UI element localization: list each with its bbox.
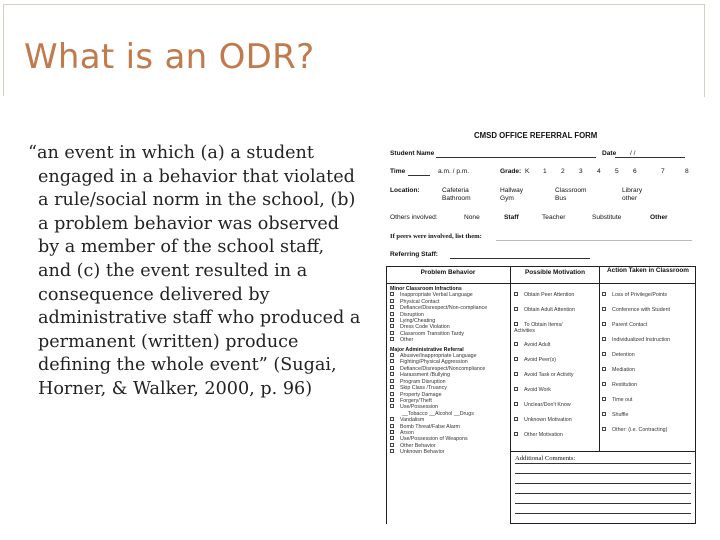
major-item: Defiance/Disrespect/Noncompliance <box>400 365 486 372</box>
minor-item: Dress Code Violation <box>400 324 450 331</box>
major-item: Skip Class /Truancy <box>400 385 447 392</box>
referral-table <box>386 266 696 524</box>
peers-line <box>496 240 692 241</box>
grade-k: K <box>525 168 530 175</box>
major-item: __Tobacco __Alcohol __Drugs <box>402 410 474 417</box>
form-title: CMSD OFFICE REFERRAL FORM <box>474 131 598 140</box>
date-line <box>615 157 685 158</box>
location-cafeteria: Cafeteria <box>442 187 469 194</box>
major-item: Use/Possession <box>400 404 438 411</box>
date-label: Date <box>602 150 617 157</box>
major-heading: Major Administrative Referral <box>390 346 464 353</box>
motivation-item: Avoid Adult <box>524 342 551 348</box>
grade-4: 4 <box>597 168 601 175</box>
student-name-line <box>436 157 596 158</box>
action-item: Conference with Student <box>612 307 671 313</box>
grade-8: 8 <box>685 168 689 175</box>
major-item: Use/Possession of Weapons <box>400 436 468 443</box>
major-item: Other Behavior <box>400 442 436 449</box>
grade-3: 3 <box>579 168 583 175</box>
minor-item: Other <box>400 337 414 344</box>
motivation-item: Obtain Adult Attention <box>524 307 575 313</box>
motivation-item: To Obtain Items/ Activities <box>514 322 563 334</box>
peers-label: If peers were involved, list them: <box>390 233 482 240</box>
comments-label: Additional Comments: <box>515 455 576 462</box>
others-none: None <box>464 214 480 221</box>
major-item: Vandalism <box>400 417 425 424</box>
action-item: Detention <box>612 352 635 358</box>
motivation-item: Obtain Peer Attention <box>524 292 575 298</box>
minor-item: Inappropriate Verbal Language <box>400 292 473 299</box>
location-gym: Gym <box>500 195 514 202</box>
others-other: Other <box>650 214 668 221</box>
others-substitute: Substitute <box>592 214 622 221</box>
motivation-item: Avoid Peer(s) <box>524 357 556 363</box>
location-classroom: Classroom <box>555 187 587 194</box>
location-library: Library <box>622 187 643 194</box>
office-referral-form-image <box>384 128 696 524</box>
col-possible-motivation: Possible Motivation <box>524 269 585 276</box>
motivation-item: Avoid Task or Activity <box>524 372 574 378</box>
motivation-item: Unclear/Don't Know <box>524 402 571 408</box>
col-action-taken: Action Taken in Classroom <box>607 267 689 274</box>
action-item: Time out <box>612 397 633 403</box>
grade-1: 1 <box>543 168 547 175</box>
grade-label: Grade: <box>500 168 522 175</box>
action-item: Other: (i.e. Contracting) <box>612 427 668 433</box>
minor-item: Lying/Cheating <box>400 318 436 325</box>
grade-6: 6 <box>633 168 637 175</box>
major-item: Arson <box>400 429 414 436</box>
odr-definition-quote: “an event in which (a) a student engaged in a behavior that violated a rule/social norm in the school, (b) a problem behavior was observed by a member of the school staff, and (c) the event resulted in a consequence delivered by administrative staff who produced a permanent (written) produce defining the whole event” (Sugai, Horner, & Walker, 2000, p. 96) <box>28 143 361 399</box>
action-item: Parent Contact <box>612 322 648 328</box>
major-item: Property Damage <box>400 391 442 398</box>
action-item: Individualized Instruction <box>612 337 671 343</box>
behavior-list <box>390 286 508 456</box>
action-item: Mediation <box>612 367 635 373</box>
minor-heading: Minor Classroom Infractions <box>390 286 462 292</box>
date-slashes: / / <box>630 150 636 157</box>
major-item: Abusive/Inappropriate Language <box>400 353 477 360</box>
grade-2: 2 <box>561 168 565 175</box>
major-item: Forgery/Theft <box>400 397 432 404</box>
col-problem-behavior: Problem Behavior <box>420 269 476 276</box>
time-line <box>408 175 430 176</box>
grade-5: 5 <box>615 168 619 175</box>
motivation-item: Unknown Motivation <box>524 417 572 423</box>
minor-item: Classroom Transition Tardy <box>400 330 465 337</box>
location-bathroom: Bathroom <box>442 195 471 202</box>
major-item: Fighting/Physical Aggression <box>400 359 468 366</box>
title-frame <box>3 4 705 96</box>
action-item: Loss of Privilege/Points <box>612 292 668 298</box>
location-hallway: Hallway <box>500 187 524 194</box>
motivation-item: Avoid Work <box>524 387 551 393</box>
major-item: Harassment /Bullying <box>400 372 451 379</box>
time-label: Time <box>390 168 406 175</box>
location-bus: Bus <box>555 195 567 202</box>
additional-comments-box <box>510 451 696 524</box>
grade-7: 7 <box>661 168 665 175</box>
action-item: Restitution <box>612 382 638 388</box>
others-staff: Staff <box>504 214 519 221</box>
location-other: other <box>622 195 638 202</box>
student-name-label: Student Name <box>390 150 435 157</box>
referring-line <box>450 258 590 259</box>
others-teacher: Teacher <box>542 214 566 221</box>
major-item: Bomb Threat/False Alarm <box>400 423 460 430</box>
location-label: Location: <box>390 187 420 194</box>
referring-label: Referring Staff: <box>390 251 438 258</box>
major-item: Program Disruption <box>400 378 446 385</box>
minor-item: Defiance/Disrespect/Non-compliance <box>400 305 488 312</box>
minor-item: Physical Contact <box>400 298 440 305</box>
minor-item: Disruption <box>400 311 424 318</box>
others-label: Others involved: <box>390 214 438 221</box>
slide-title: What is an ODR? <box>24 37 315 77</box>
time-suffix: a.m. / p.m. <box>438 168 470 175</box>
action-item: Shuffle <box>612 412 629 418</box>
major-item: Unknown Behavior <box>400 449 445 456</box>
motivation-item: Other Motivation <box>524 432 563 438</box>
